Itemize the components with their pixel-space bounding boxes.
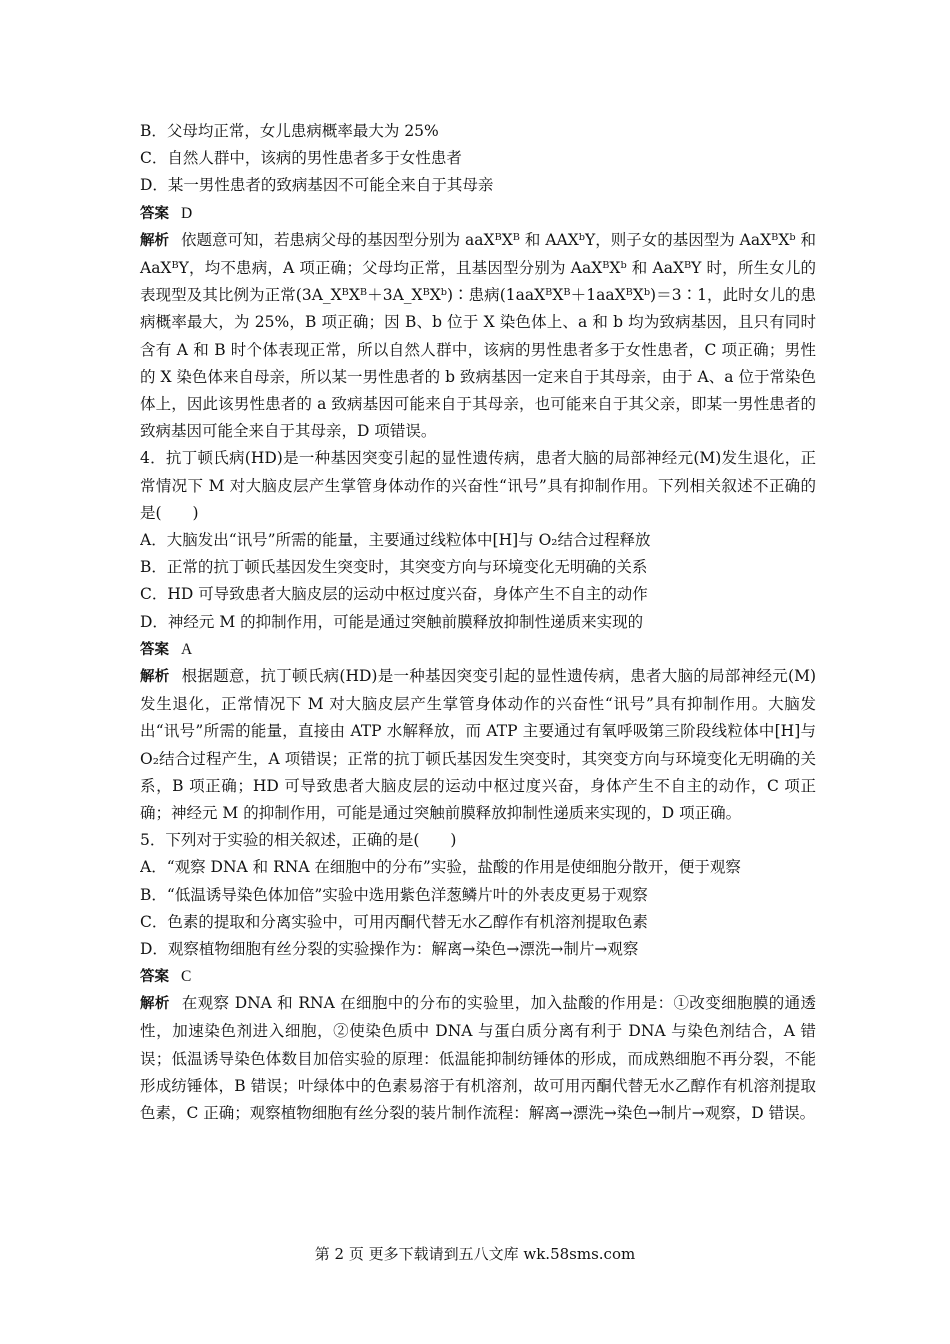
q3-answer [140,200,816,227]
q5-analysis [140,990,816,1127]
q3-option-b: B．父母均正常，女儿患病概率最大为 25% [140,122,439,140]
analysis-label: 解析 [140,668,170,685]
analysis-text: 根据题意，抗丁顿氏病(HD)是一种基因突变引起的显性遗传病，患者大脑的局部神经元(M)发生退化，正常情况下 M 对大脑皮层产生掌管身体动作的兴奋性“讯号”具有抑制作用。大脑发出“讯号”所需的能量，直接由 ATP 水解释放，而 ATP 主要通过有氧呼吸第三阶段线粒体中[H]与 O₂结合过程产生，A 项错误；正常的抗丁顿氏基因发生突变时，其突变方向与环境变化无明确的关系，B 项正确；HD 可导致患者大脑皮层的运动中枢过度兴奋，身体产生不自主的动作，C 项正确；神经元 M 的抑制作用，可能是通过突触前膜释放抑制性递质来实现的，D 项正确。 [140,666,817,822]
q4-analysis [140,663,816,827]
answer-value: A [181,640,193,658]
q3-option-d: D．某一男性患者的致病基因不可能全来自于其母亲 [140,176,494,195]
analysis-label: 解析 [140,996,170,1013]
q4-stem: 4．抗丁顿氏病(HD)是一种基因突变引起的显性遗传病，患者大脑的局部神经元(M)发生退化，正常情况下 M 对大脑皮层产生掌管身体动作的兴奋性“讯号”具有抑制作用。下列相关叙述不正确的是( ) [140,449,816,522]
q5-option-b: B．“低温诱导染色体加倍”实验中选用紫色洋葱鳞片叶的外表皮更易于观察 [140,885,648,904]
document-page [140,118,816,1127]
q5-option-c: C．色素的提取和分离实验中，可用丙酮代替无水乙醇作有机溶剂提取色素 [140,912,648,931]
analysis-label: 解析 [140,232,170,249]
analysis-text: 依题意可知，若患病父母的基因型分别为 aaXᴮXᴮ 和 AAXᵇY，则子女的基因型为 AaXᴮXᵇ 和 AaXᴮY，均不患病，A 项正确；父母均正常，且基因型分别为 AaXᴮXᵇ 和 AaXᴮY 时，所生女儿的表现型及其比例为正常(3A_XᴮXᴮ＋3A_XᴮXᵇ)∶患病(1aaXᴮXᴮ＋1aaXᴮXᵇ)＝3∶1，此时女儿的患病概率最大，为 25%，B 项正确；因 B、b 位于 X 染色体上、a 和 b 均为致病基因，且只有同时含有 A 和 B 时个体表现正常，所以自然人群中，该病的男性患者多于女性患者，C 项正确；男性的 X 染色体来自母亲，所以某一男性患者的 b 致病基因一定来自于其母亲，由于 A、a 位于常染色体上，因此该男性患者的 a 致病基因可能来自于其母亲，也可能来自于其父亲，即某一男性患者的致病基因可能全来自于其母亲，D 项错误。 [140,230,816,441]
q3-analysis [140,227,816,446]
q5-stem: 5．下列对于实验的相关叙述，正确的是( ) [140,831,457,850]
answer-value: C [181,968,192,986]
q4-option-b: B．正常的抗丁顿氏基因发生突变时，其突变方向与环境变化无明确的关系 [140,558,648,577]
answer-value: D [181,204,193,222]
q4-option-d: D．神经元 M 的抑制作用，可能是通过突触前膜释放抑制性递质来实现的 [140,612,644,631]
q4-option-c: C．HD 可导致患者大脑皮层的运动中枢过度兴奋，身体产生不自主的动作 [140,585,648,604]
q5-answer [140,963,816,990]
answer-label: 答案 [140,641,169,658]
q5-option-d: D．观察植物细胞有丝分裂的实验操作为：解离→染色→漂洗→制片→观察 [140,939,639,958]
answer-label: 答案 [140,205,169,222]
answer-label: 答案 [140,969,169,986]
page-footer: 第 2 页 更多下载请到五八文库 wk.58sms.com [314,1245,636,1263]
q4-option-a: A．大脑发出“讯号”所需的能量，主要通过线粒体中[H]与 O₂结合过程释放 [140,530,651,549]
q5-option-a: A．“观察 DNA 和 RNA 在细胞中的分布”实验，盐酸的作用是使细胞分散开，便于观察 [140,858,741,877]
q4-answer [140,636,816,663]
analysis-text: 在观察 DNA 和 RNA 在细胞中的分布的实验里，加入盐酸的作用是：①改变细胞膜的通透性，加速染色剂进入细胞，②使染色质中 DNA 与蛋白质分离有利于 DNA 与染色剂结合，A 错误；低温诱导染色体数目加倍实验的原理：低温能抑制纺锤体的形成，而成熟细胞不再分裂，不能形成纺锤体，B 错误；叶绿体中的色素易溶于有机溶剂，故可用丙酮代替无水乙醇作有机溶剂提取色素，C 正确；观察植物细胞有丝分裂的装片制作流程：解离→漂洗→染色→制片→观察，D 错误。 [140,994,817,1123]
q3-option-c: C．自然人群中，该病的男性患者多于女性患者 [140,149,462,168]
